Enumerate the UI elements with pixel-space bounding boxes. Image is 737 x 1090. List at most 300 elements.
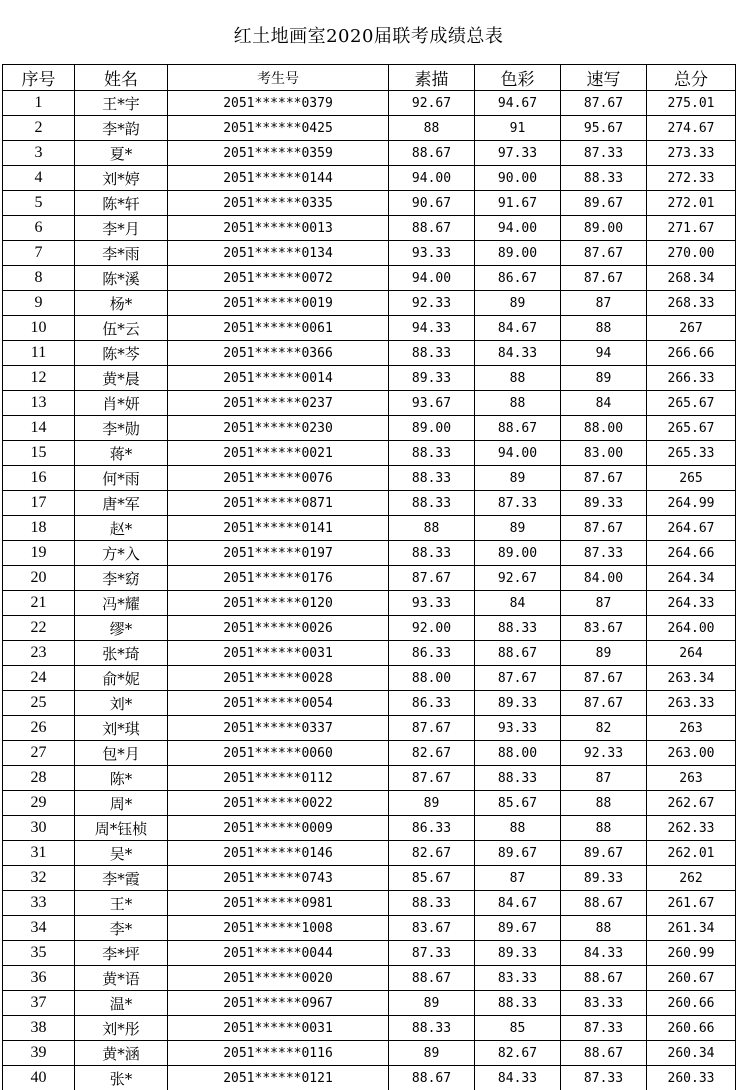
cell-sketch: 94.33 xyxy=(389,316,475,341)
cell-sketch: 86.33 xyxy=(389,691,475,716)
table-header-row xyxy=(3,65,736,91)
table-row xyxy=(3,716,736,741)
table-row xyxy=(3,366,736,391)
cell-quick-sketch: 83.67 xyxy=(561,616,647,641)
cell-name: 刘* xyxy=(75,691,168,716)
table-row xyxy=(3,91,736,116)
cell-name: 肖*妍 xyxy=(75,391,168,416)
cell-exam-id: 2051******0743 xyxy=(168,866,389,891)
cell-total: 261.67 xyxy=(647,891,736,916)
cell-exam-id: 2051******0019 xyxy=(168,291,389,316)
cell-color: 88.67 xyxy=(475,641,561,666)
table-row xyxy=(3,891,736,916)
col-header-total: 总分 xyxy=(647,65,736,91)
table-row xyxy=(3,316,736,341)
cell-sketch: 90.67 xyxy=(389,191,475,216)
cell-total: 267 xyxy=(647,316,736,341)
cell-name: 杨* xyxy=(75,291,168,316)
cell-name: 夏* xyxy=(75,141,168,166)
cell-sketch: 88.33 xyxy=(389,541,475,566)
cell-name: 李*霞 xyxy=(75,866,168,891)
cell-sketch: 88 xyxy=(389,116,475,141)
cell-total: 268.33 xyxy=(647,291,736,316)
cell-name: 冯*耀 xyxy=(75,591,168,616)
table-row xyxy=(3,291,736,316)
cell-total: 264 xyxy=(647,641,736,666)
cell-exam-id: 2051******0021 xyxy=(168,441,389,466)
cell-seq: 32 xyxy=(3,866,75,891)
cell-exam-id: 2051******0146 xyxy=(168,841,389,866)
cell-seq: 28 xyxy=(3,766,75,791)
cell-sketch: 92.00 xyxy=(389,616,475,641)
cell-seq: 16 xyxy=(3,466,75,491)
cell-color: 87.33 xyxy=(475,491,561,516)
cell-exam-id: 2051******0425 xyxy=(168,116,389,141)
cell-exam-id: 2051******0871 xyxy=(168,491,389,516)
cell-total: 262.01 xyxy=(647,841,736,866)
cell-total: 270.00 xyxy=(647,241,736,266)
cell-sketch: 89 xyxy=(389,1041,475,1066)
cell-total: 260.66 xyxy=(647,991,736,1016)
cell-exam-id: 2051******0020 xyxy=(168,966,389,991)
cell-name: 周* xyxy=(75,791,168,816)
cell-total: 260.34 xyxy=(647,1041,736,1066)
table-row xyxy=(3,216,736,241)
cell-quick-sketch: 89.67 xyxy=(561,841,647,866)
cell-seq: 21 xyxy=(3,591,75,616)
cell-color: 94.00 xyxy=(475,441,561,466)
cell-name: 唐*军 xyxy=(75,491,168,516)
cell-quick-sketch: 88.67 xyxy=(561,966,647,991)
table-row xyxy=(3,341,736,366)
cell-sketch: 89.33 xyxy=(389,366,475,391)
cell-color: 84.33 xyxy=(475,1066,561,1090)
cell-seq: 27 xyxy=(3,741,75,766)
cell-seq: 8 xyxy=(3,266,75,291)
cell-sketch: 92.33 xyxy=(389,291,475,316)
col-header-quick-sketch: 速写 xyxy=(561,65,647,91)
cell-seq: 17 xyxy=(3,491,75,516)
cell-color: 94.67 xyxy=(475,91,561,116)
cell-seq: 10 xyxy=(3,316,75,341)
cell-color: 89.33 xyxy=(475,691,561,716)
table-row xyxy=(3,916,736,941)
table-row xyxy=(3,466,736,491)
col-header-seq: 序号 xyxy=(3,65,75,91)
cell-exam-id: 2051******0061 xyxy=(168,316,389,341)
cell-name: 蒋* xyxy=(75,441,168,466)
cell-quick-sketch: 89.67 xyxy=(561,191,647,216)
cell-name: 伍*云 xyxy=(75,316,168,341)
cell-exam-id: 2051******1008 xyxy=(168,916,389,941)
cell-total: 263.34 xyxy=(647,666,736,691)
cell-name: 周*钰桢 xyxy=(75,816,168,841)
cell-sketch: 93.33 xyxy=(389,591,475,616)
cell-seq: 22 xyxy=(3,616,75,641)
cell-exam-id: 2051******0141 xyxy=(168,516,389,541)
cell-color: 82.67 xyxy=(475,1041,561,1066)
cell-sketch: 89.00 xyxy=(389,416,475,441)
cell-color: 84 xyxy=(475,591,561,616)
cell-quick-sketch: 89.00 xyxy=(561,216,647,241)
table-row xyxy=(3,241,736,266)
cell-total: 268.34 xyxy=(647,266,736,291)
table-row xyxy=(3,116,736,141)
cell-total: 262 xyxy=(647,866,736,891)
table-row xyxy=(3,1016,736,1041)
cell-exam-id: 2051******0379 xyxy=(168,91,389,116)
cell-total: 263 xyxy=(647,716,736,741)
cell-quick-sketch: 87.67 xyxy=(561,91,647,116)
cell-name: 陈*芩 xyxy=(75,341,168,366)
cell-total: 265.67 xyxy=(647,416,736,441)
cell-sketch: 94.00 xyxy=(389,166,475,191)
cell-color: 87 xyxy=(475,866,561,891)
cell-name: 王*宇 xyxy=(75,91,168,116)
cell-color: 89 xyxy=(475,291,561,316)
cell-color: 91.67 xyxy=(475,191,561,216)
cell-name: 包*月 xyxy=(75,741,168,766)
cell-sketch: 89 xyxy=(389,991,475,1016)
cell-exam-id: 2051******0026 xyxy=(168,616,389,641)
cell-color: 85.67 xyxy=(475,791,561,816)
cell-exam-id: 2051******0054 xyxy=(168,691,389,716)
cell-exam-id: 2051******0072 xyxy=(168,266,389,291)
cell-quick-sketch: 87.67 xyxy=(561,666,647,691)
cell-quick-sketch: 89.33 xyxy=(561,866,647,891)
cell-name: 李*月 xyxy=(75,216,168,241)
table-row xyxy=(3,616,736,641)
cell-seq: 18 xyxy=(3,516,75,541)
cell-sketch: 88.33 xyxy=(389,491,475,516)
cell-quick-sketch: 87.33 xyxy=(561,541,647,566)
cell-exam-id: 2051******0337 xyxy=(168,716,389,741)
cell-seq: 11 xyxy=(3,341,75,366)
cell-total: 260.66 xyxy=(647,1016,736,1041)
cell-exam-id: 2051******0031 xyxy=(168,1016,389,1041)
cell-quick-sketch: 88 xyxy=(561,316,647,341)
cell-seq: 29 xyxy=(3,791,75,816)
cell-color: 89.67 xyxy=(475,841,561,866)
cell-name: 俞*妮 xyxy=(75,666,168,691)
cell-quick-sketch: 87.67 xyxy=(561,516,647,541)
cell-sketch: 87.67 xyxy=(389,716,475,741)
cell-exam-id: 2051******0230 xyxy=(168,416,389,441)
cell-total: 264.99 xyxy=(647,491,736,516)
cell-sketch: 92.67 xyxy=(389,91,475,116)
table-row xyxy=(3,591,736,616)
cell-seq: 36 xyxy=(3,966,75,991)
cell-exam-id: 2051******0197 xyxy=(168,541,389,566)
cell-quick-sketch: 87.67 xyxy=(561,241,647,266)
cell-name: 陈*溪 xyxy=(75,266,168,291)
cell-color: 88 xyxy=(475,391,561,416)
cell-color: 88.00 xyxy=(475,741,561,766)
cell-quick-sketch: 87.33 xyxy=(561,1016,647,1041)
cell-color: 88.33 xyxy=(475,991,561,1016)
cell-sketch: 88.33 xyxy=(389,891,475,916)
table-row xyxy=(3,491,736,516)
cell-color: 88 xyxy=(475,816,561,841)
cell-sketch: 88.67 xyxy=(389,1066,475,1090)
cell-sketch: 93.67 xyxy=(389,391,475,416)
col-header-color: 色彩 xyxy=(475,65,561,91)
table-row xyxy=(3,416,736,441)
cell-sketch: 87.33 xyxy=(389,941,475,966)
cell-seq: 20 xyxy=(3,566,75,591)
cell-sketch: 88.67 xyxy=(389,141,475,166)
cell-quick-sketch: 84 xyxy=(561,391,647,416)
cell-sketch: 83.67 xyxy=(389,916,475,941)
score-table xyxy=(2,64,736,1090)
cell-seq: 15 xyxy=(3,441,75,466)
cell-quick-sketch: 83.33 xyxy=(561,991,647,1016)
cell-color: 86.67 xyxy=(475,266,561,291)
cell-name: 刘*琪 xyxy=(75,716,168,741)
table-row xyxy=(3,966,736,991)
cell-color: 89.00 xyxy=(475,241,561,266)
cell-seq: 9 xyxy=(3,291,75,316)
cell-color: 84.33 xyxy=(475,341,561,366)
cell-name: 李* xyxy=(75,916,168,941)
cell-name: 张*琦 xyxy=(75,641,168,666)
table-row xyxy=(3,791,736,816)
cell-exam-id: 2051******0144 xyxy=(168,166,389,191)
cell-exam-id: 2051******0359 xyxy=(168,141,389,166)
cell-quick-sketch: 88 xyxy=(561,791,647,816)
table-row xyxy=(3,391,736,416)
cell-seq: 7 xyxy=(3,241,75,266)
cell-total: 266.33 xyxy=(647,366,736,391)
cell-exam-id: 2051******0176 xyxy=(168,566,389,591)
table-row xyxy=(3,1041,736,1066)
cell-quick-sketch: 84.33 xyxy=(561,941,647,966)
cell-name: 王* xyxy=(75,891,168,916)
cell-seq: 30 xyxy=(3,816,75,841)
cell-color: 92.67 xyxy=(475,566,561,591)
cell-exam-id: 2051******0031 xyxy=(168,641,389,666)
cell-quick-sketch: 95.67 xyxy=(561,116,647,141)
cell-seq: 33 xyxy=(3,891,75,916)
cell-quick-sketch: 88.67 xyxy=(561,891,647,916)
cell-name: 李*雨 xyxy=(75,241,168,266)
col-header-sketch: 素描 xyxy=(389,65,475,91)
cell-total: 264.67 xyxy=(647,516,736,541)
cell-exam-id: 2051******0981 xyxy=(168,891,389,916)
table-row xyxy=(3,691,736,716)
page-title: 红土地画室2020届联考成绩总表 xyxy=(0,22,737,48)
cell-seq: 31 xyxy=(3,841,75,866)
cell-color: 89 xyxy=(475,516,561,541)
cell-sketch: 87.67 xyxy=(389,566,475,591)
cell-sketch: 86.33 xyxy=(389,816,475,841)
table-row xyxy=(3,1066,736,1090)
cell-seq: 1 xyxy=(3,91,75,116)
cell-total: 265 xyxy=(647,466,736,491)
cell-exam-id: 2051******0028 xyxy=(168,666,389,691)
cell-name: 黄*语 xyxy=(75,966,168,991)
cell-quick-sketch: 87.33 xyxy=(561,141,647,166)
cell-quick-sketch: 87 xyxy=(561,766,647,791)
cell-color: 97.33 xyxy=(475,141,561,166)
cell-seq: 14 xyxy=(3,416,75,441)
cell-exam-id: 2051******0116 xyxy=(168,1041,389,1066)
cell-color: 85 xyxy=(475,1016,561,1041)
col-header-name: 姓名 xyxy=(75,65,168,91)
cell-name: 刘*彤 xyxy=(75,1016,168,1041)
cell-quick-sketch: 88.00 xyxy=(561,416,647,441)
cell-exam-id: 2051******0366 xyxy=(168,341,389,366)
table-row xyxy=(3,941,736,966)
cell-quick-sketch: 87.67 xyxy=(561,691,647,716)
cell-sketch: 88.67 xyxy=(389,216,475,241)
cell-sketch: 88.00 xyxy=(389,666,475,691)
cell-total: 262.33 xyxy=(647,816,736,841)
cell-quick-sketch: 88 xyxy=(561,916,647,941)
cell-total: 261.34 xyxy=(647,916,736,941)
cell-exam-id: 2051******0134 xyxy=(168,241,389,266)
cell-name: 黄*晨 xyxy=(75,366,168,391)
table-row xyxy=(3,766,736,791)
table-row xyxy=(3,566,736,591)
cell-seq: 26 xyxy=(3,716,75,741)
cell-name: 赵* xyxy=(75,516,168,541)
cell-quick-sketch: 82 xyxy=(561,716,647,741)
cell-sketch: 88.33 xyxy=(389,1016,475,1041)
cell-quick-sketch: 89 xyxy=(561,366,647,391)
table-row xyxy=(3,666,736,691)
cell-seq: 40 xyxy=(3,1066,75,1090)
cell-total: 263 xyxy=(647,766,736,791)
cell-exam-id: 2051******0120 xyxy=(168,591,389,616)
cell-sketch: 82.67 xyxy=(389,741,475,766)
cell-name: 黄*涵 xyxy=(75,1041,168,1066)
cell-quick-sketch: 88.67 xyxy=(561,1041,647,1066)
cell-seq: 39 xyxy=(3,1041,75,1066)
cell-total: 272.01 xyxy=(647,191,736,216)
table-row xyxy=(3,866,736,891)
cell-seq: 38 xyxy=(3,1016,75,1041)
cell-name: 李*勋 xyxy=(75,416,168,441)
cell-name: 刘*婷 xyxy=(75,166,168,191)
cell-sketch: 94.00 xyxy=(389,266,475,291)
cell-exam-id: 2051******0076 xyxy=(168,466,389,491)
cell-quick-sketch: 88 xyxy=(561,816,647,841)
cell-name: 陈*轩 xyxy=(75,191,168,216)
cell-quick-sketch: 87.67 xyxy=(561,266,647,291)
cell-quick-sketch: 88.33 xyxy=(561,166,647,191)
cell-color: 89.67 xyxy=(475,916,561,941)
cell-color: 84.67 xyxy=(475,891,561,916)
cell-exam-id: 2051******0121 xyxy=(168,1066,389,1090)
cell-name: 缪* xyxy=(75,616,168,641)
cell-quick-sketch: 89.33 xyxy=(561,491,647,516)
table-row xyxy=(3,541,736,566)
cell-color: 87.67 xyxy=(475,666,561,691)
cell-sketch: 86.33 xyxy=(389,641,475,666)
cell-total: 263.00 xyxy=(647,741,736,766)
cell-sketch: 82.67 xyxy=(389,841,475,866)
cell-total: 260.67 xyxy=(647,966,736,991)
cell-color: 89.00 xyxy=(475,541,561,566)
cell-total: 263.33 xyxy=(647,691,736,716)
cell-total: 273.33 xyxy=(647,141,736,166)
cell-color: 89.33 xyxy=(475,941,561,966)
cell-quick-sketch: 94 xyxy=(561,341,647,366)
cell-exam-id: 2051******0060 xyxy=(168,741,389,766)
cell-exam-id: 2051******0237 xyxy=(168,391,389,416)
cell-name: 李*坪 xyxy=(75,941,168,966)
cell-total: 264.33 xyxy=(647,591,736,616)
cell-seq: 35 xyxy=(3,941,75,966)
cell-color: 83.33 xyxy=(475,966,561,991)
cell-total: 271.67 xyxy=(647,216,736,241)
cell-quick-sketch: 87.67 xyxy=(561,466,647,491)
cell-total: 274.67 xyxy=(647,116,736,141)
cell-total: 265.33 xyxy=(647,441,736,466)
cell-name: 吴* xyxy=(75,841,168,866)
cell-color: 84.67 xyxy=(475,316,561,341)
cell-exam-id: 2051******0014 xyxy=(168,366,389,391)
cell-exam-id: 2051******0009 xyxy=(168,816,389,841)
col-header-exam-id: 考生号 xyxy=(168,65,389,91)
cell-exam-id: 2051******0967 xyxy=(168,991,389,1016)
cell-exam-id: 2051******0022 xyxy=(168,791,389,816)
cell-total: 264.00 xyxy=(647,616,736,641)
cell-seq: 25 xyxy=(3,691,75,716)
table-row xyxy=(3,141,736,166)
cell-exam-id: 2051******0335 xyxy=(168,191,389,216)
cell-seq: 5 xyxy=(3,191,75,216)
cell-total: 260.99 xyxy=(647,941,736,966)
cell-total: 266.66 xyxy=(647,341,736,366)
cell-name: 李*韵 xyxy=(75,116,168,141)
cell-total: 264.66 xyxy=(647,541,736,566)
cell-seq: 4 xyxy=(3,166,75,191)
cell-seq: 23 xyxy=(3,641,75,666)
cell-quick-sketch: 87 xyxy=(561,591,647,616)
cell-seq: 6 xyxy=(3,216,75,241)
cell-seq: 37 xyxy=(3,991,75,1016)
cell-total: 265.67 xyxy=(647,391,736,416)
cell-quick-sketch: 87 xyxy=(561,291,647,316)
table-row xyxy=(3,166,736,191)
cell-sketch: 88.33 xyxy=(389,441,475,466)
table-row xyxy=(3,641,736,666)
cell-seq: 19 xyxy=(3,541,75,566)
table-row xyxy=(3,441,736,466)
cell-sketch: 87.67 xyxy=(389,766,475,791)
table-row xyxy=(3,266,736,291)
cell-color: 91 xyxy=(475,116,561,141)
cell-total: 262.67 xyxy=(647,791,736,816)
cell-name: 方*入 xyxy=(75,541,168,566)
cell-seq: 12 xyxy=(3,366,75,391)
cell-sketch: 88 xyxy=(389,516,475,541)
cell-name: 温* xyxy=(75,991,168,1016)
table-row xyxy=(3,741,736,766)
cell-exam-id: 2051******0112 xyxy=(168,766,389,791)
cell-seq: 2 xyxy=(3,116,75,141)
cell-color: 90.00 xyxy=(475,166,561,191)
cell-exam-id: 2051******0044 xyxy=(168,941,389,966)
cell-color: 89 xyxy=(475,466,561,491)
cell-total: 275.01 xyxy=(647,91,736,116)
cell-seq: 3 xyxy=(3,141,75,166)
cell-quick-sketch: 92.33 xyxy=(561,741,647,766)
cell-sketch: 89 xyxy=(389,791,475,816)
cell-name: 何*雨 xyxy=(75,466,168,491)
